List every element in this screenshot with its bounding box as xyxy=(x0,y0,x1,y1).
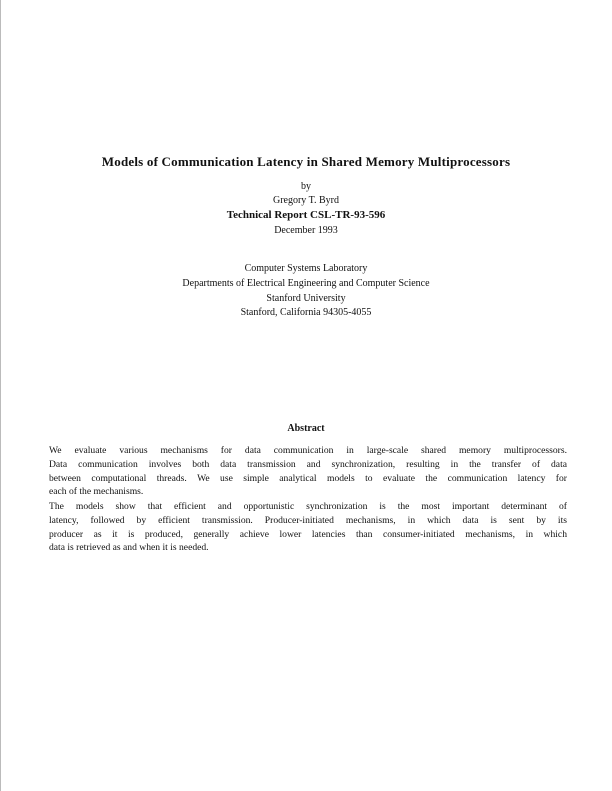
text-line: The models show that efficient and opportunistic synchronization is the most important determinant of xyxy=(49,501,567,512)
report-number: Technical Report CSL-TR-93-596 xyxy=(226,209,386,221)
affiliation-address: Stanford, California 94305-4055 xyxy=(240,307,372,318)
paper-title: Models of Communication Latency in Shared Memory Multiprocessors xyxy=(101,154,511,169)
text-line: each of the mechanisms. xyxy=(49,486,144,498)
abstract-paragraph-2 xyxy=(49,500,567,555)
text-line: Data communication involves both data transmission and synchronization, resulting in the transfer of data xyxy=(49,458,567,470)
affiliation-lab: Computer Systems Laboratory xyxy=(244,263,368,274)
text-line: data is retrieved as and when it is needed. xyxy=(49,542,209,554)
report-date: December 1993 xyxy=(274,225,338,236)
affiliation-department: Departments of Electrical Engineering and Computer Science xyxy=(182,278,430,289)
text-line: between computational threads. We use simple analytical models to evaluate the communication latency for xyxy=(49,472,567,484)
page-edge xyxy=(0,0,1,791)
text-line: latency, followed by efficient transmission. Producer-initiated mechanisms, in which data is sent by its xyxy=(49,514,567,526)
abstract-paragraph-1 xyxy=(49,444,567,499)
by-label: by xyxy=(301,181,311,192)
abstract-heading: Abstract xyxy=(287,423,325,434)
text-line: We evaluate various mechanisms for data communication in large-scale shared memory multiprocessors. xyxy=(49,445,567,456)
text-line: producer as it is produced, generally achieve lower latencies than consumer-initiated mechanisms, in which xyxy=(49,528,567,540)
affiliation-university: Stanford University xyxy=(266,293,346,304)
author: Gregory T. Byrd xyxy=(272,195,339,206)
